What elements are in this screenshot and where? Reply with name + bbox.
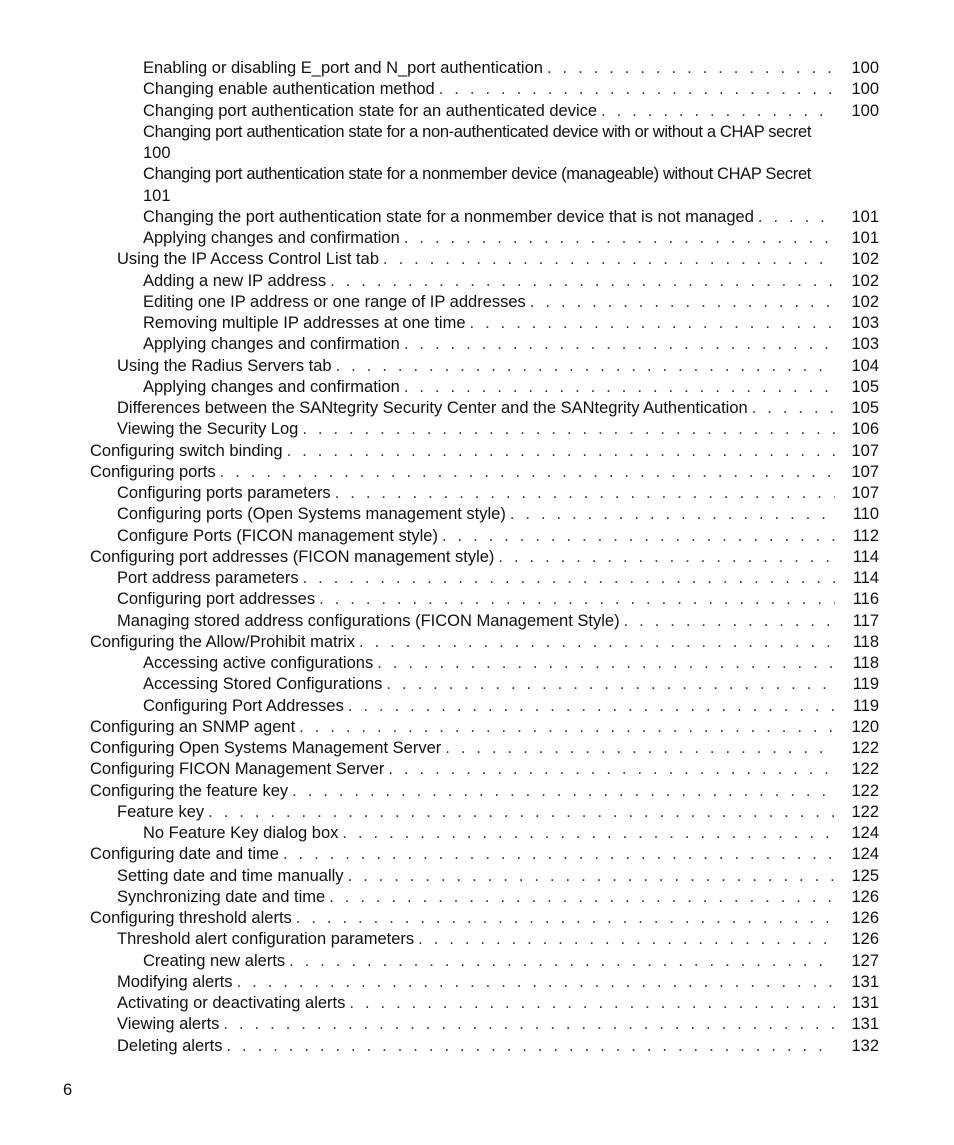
toc-entry-row	[117, 419, 879, 440]
dot-leader	[223, 1014, 835, 1035]
toc-entry-row	[117, 483, 879, 504]
toc-entry-page: 101	[851, 207, 879, 226]
dot-leader	[439, 79, 835, 100]
toc-entry-page: 105	[851, 399, 879, 417]
dot-leader	[335, 483, 835, 504]
toc-entry[interactable]	[0, 377, 954, 398]
toc-entry-title: Adding a new IP address	[143, 271, 330, 292]
toc-entry[interactable]	[0, 207, 954, 228]
toc-entry[interactable]	[0, 526, 954, 547]
toc-entry-title: Enabling or disabling E_port and N_port authentication	[143, 58, 547, 79]
toc-entry-page: 103	[851, 314, 879, 332]
toc-entry-page: 132	[851, 1036, 879, 1055]
toc-entry-page: 126	[851, 887, 879, 906]
toc-entry-title: Applying changes and confirmation	[143, 228, 404, 249]
toc-entry-title: Differences between the SANtegrity Security Center and the SANtegrity Authentication	[117, 398, 752, 419]
dot-leader	[547, 58, 835, 79]
page-number: 6	[63, 1081, 73, 1099]
dot-leader	[289, 951, 835, 972]
toc-entry[interactable]	[0, 993, 954, 1014]
toc-entry-page: 122	[851, 760, 879, 779]
dot-leader	[287, 441, 835, 462]
toc-entry-page: 124	[851, 845, 879, 864]
toc-entry-title: Editing one IP address or one range of IP addresses	[143, 292, 530, 313]
toc-entry[interactable]	[0, 334, 954, 355]
toc-entry-row	[90, 547, 879, 568]
toc-entry[interactable]	[0, 611, 954, 632]
toc-entry-page: 122	[851, 739, 879, 757]
toc-entry-row	[117, 504, 879, 525]
dot-leader	[237, 972, 835, 993]
toc-entry-row	[90, 462, 879, 483]
dot-leader	[404, 334, 835, 355]
toc-entry-row	[143, 58, 879, 79]
toc-entry[interactable]	[0, 887, 954, 908]
toc-entry-title: Configuring the Allow/Prohibit matrix	[90, 632, 359, 653]
toc-entry[interactable]	[0, 717, 954, 738]
toc-entry-row	[117, 398, 879, 419]
toc-entry-title: Viewing alerts	[117, 1014, 223, 1035]
dot-leader	[388, 759, 835, 780]
toc-entry-page: 101	[851, 229, 879, 247]
toc-entry[interactable]	[0, 419, 954, 440]
toc-entry-title: Accessing active configurations	[143, 653, 377, 674]
toc-entry-page: 131	[851, 972, 879, 991]
toc-entry[interactable]	[0, 122, 954, 165]
toc-entry-page: 118	[852, 632, 879, 651]
dot-leader	[383, 249, 835, 270]
dot-leader	[299, 717, 835, 738]
dot-leader	[226, 1036, 835, 1057]
toc-entry-page: 103	[851, 335, 879, 354]
toc-entry-row	[143, 313, 879, 334]
dot-leader	[445, 738, 835, 759]
dot-leader	[386, 674, 835, 695]
toc-entry-row	[117, 993, 879, 1014]
dot-leader	[359, 632, 835, 653]
toc-entry-row	[143, 696, 879, 717]
toc-entry[interactable]	[0, 674, 954, 695]
dot-leader	[302, 419, 835, 440]
toc-entry-row	[117, 356, 879, 377]
toc-entry[interactable]	[0, 866, 954, 887]
dot-leader	[336, 356, 835, 377]
toc-entry-page: 107	[851, 462, 879, 481]
toc-entry[interactable]	[0, 759, 954, 780]
toc-entry-row	[90, 717, 879, 738]
toc-entry-page: 112	[852, 526, 879, 545]
toc-entry[interactable]	[0, 844, 954, 865]
toc-entry[interactable]	[0, 228, 954, 249]
toc-entry-title: Modifying alerts	[117, 972, 237, 993]
toc-entry-page: 114	[852, 569, 879, 587]
toc-entry[interactable]	[0, 547, 954, 568]
toc-entry[interactable]	[0, 951, 954, 972]
toc-entry-title: Configuring FICON Management Server	[90, 759, 388, 780]
dot-leader	[348, 696, 835, 717]
toc-entry-row	[117, 802, 879, 823]
toc-entry-page: 131	[851, 1015, 879, 1034]
toc-entry[interactable]	[0, 398, 954, 419]
toc-entry-page: 117	[852, 611, 879, 630]
toc-entry[interactable]	[0, 972, 954, 993]
toc-entry-page: 102	[851, 250, 879, 269]
dot-leader	[292, 781, 835, 802]
toc-entry-title: Changing the port authentication state for a nonmember device that is not managed	[143, 207, 758, 228]
toc-entry-title: Configuring ports parameters	[117, 483, 335, 504]
toc-entry-row	[143, 101, 879, 122]
toc-entry-title: Setting date and time manually	[117, 866, 348, 887]
toc-entry-page: 119	[852, 675, 879, 694]
toc-entry-page: 126	[851, 909, 879, 927]
dot-leader	[470, 313, 835, 334]
toc-entry[interactable]	[0, 101, 954, 122]
toc-entry[interactable]	[0, 504, 954, 525]
dot-leader	[342, 823, 835, 844]
toc-entry[interactable]	[0, 441, 954, 462]
toc-entry-row	[90, 781, 879, 802]
toc-entry-page: 107	[851, 484, 879, 502]
toc-entry-row	[117, 249, 879, 270]
toc-entry-row	[117, 929, 879, 950]
toc-entry-row	[90, 738, 879, 759]
toc-entry-page: 105	[851, 377, 879, 396]
dot-leader	[442, 526, 835, 547]
dot-leader	[377, 653, 835, 674]
toc-entry-row	[90, 759, 879, 780]
dot-leader	[348, 866, 835, 887]
toc-entry-page: 104	[851, 356, 879, 375]
toc-entry-row	[143, 207, 879, 228]
toc-entry-title: Configuring port addresses (FICON management style)	[90, 547, 498, 568]
toc-entry-row	[117, 568, 879, 589]
toc-entry[interactable]	[0, 1036, 954, 1057]
toc-entry-title: Viewing the Security Log	[117, 419, 302, 440]
toc-entry-title: Configuring port addresses	[117, 589, 319, 610]
toc-entry-title: Synchronizing date and time	[117, 887, 329, 908]
toc-entry[interactable]	[0, 356, 954, 377]
toc-entry-page: 100	[851, 59, 879, 77]
toc-entry-row	[90, 632, 879, 653]
dot-leader	[329, 887, 835, 908]
toc-entry[interactable]	[0, 738, 954, 759]
dot-leader	[510, 504, 835, 525]
toc-entry-page: 114	[852, 547, 879, 566]
toc-entry[interactable]	[0, 908, 954, 929]
dot-leader	[530, 292, 835, 313]
toc-entry[interactable]	[0, 462, 954, 483]
toc-entry-row	[143, 164, 884, 207]
toc-entry-page: 127	[851, 951, 879, 970]
toc-entry-page: 101	[143, 186, 171, 205]
dot-leader	[319, 589, 835, 610]
toc-entry[interactable]	[0, 483, 954, 504]
toc-entry[interactable]	[0, 781, 954, 802]
dot-leader	[349, 993, 835, 1014]
toc-entry-page: 122	[851, 802, 879, 821]
toc-entry-title: Configuring Port Addresses	[143, 696, 348, 717]
toc-entry-row	[117, 1014, 879, 1035]
toc-entry[interactable]	[0, 653, 954, 674]
toc-entry[interactable]	[0, 929, 954, 950]
toc-entry-title: Feature key	[117, 802, 208, 823]
toc-entry[interactable]	[0, 589, 954, 610]
toc-entry-title: Configuring ports	[90, 462, 220, 483]
dot-leader	[624, 611, 835, 632]
toc-entry[interactable]	[0, 58, 954, 79]
dot-leader	[758, 207, 835, 228]
toc-entry-row	[117, 866, 879, 887]
toc-entry-page: 131	[851, 994, 879, 1012]
dot-leader	[283, 844, 835, 865]
toc-entry-title: Configuring switch binding	[90, 441, 287, 462]
toc-entry-row	[143, 271, 879, 292]
toc-entry[interactable]	[0, 1014, 954, 1035]
toc-entry-page: 100	[851, 101, 879, 120]
toc-entry-title: Port address parameters	[117, 568, 303, 589]
toc-entry-title: Configuring an SNMP agent	[90, 717, 299, 738]
toc-entry-title: Deleting alerts	[117, 1036, 226, 1057]
toc-entry-page: 110	[852, 505, 879, 524]
toc-entry-title: Configuring threshold alerts	[90, 908, 296, 929]
toc-entry-row	[143, 334, 879, 355]
toc-entry-title: Threshold alert configuration parameters	[117, 929, 418, 950]
toc-entry-page: 100	[143, 144, 171, 162]
toc-entry[interactable]	[0, 823, 954, 844]
toc-entry-page: 126	[851, 930, 879, 949]
table-of-contents	[0, 58, 954, 1057]
dot-leader	[296, 908, 835, 929]
toc-entry-page: 125	[851, 866, 879, 885]
dot-leader	[303, 568, 835, 589]
toc-entry-title: Using the IP Access Control List tab	[117, 249, 383, 270]
toc-entry-row	[90, 908, 879, 929]
toc-entry-row	[143, 951, 879, 972]
toc-entry[interactable]	[0, 249, 954, 270]
toc-entry-page: 118	[852, 654, 879, 672]
toc-entry[interactable]	[0, 292, 954, 313]
toc-entry[interactable]	[0, 79, 954, 100]
toc-entry-row	[117, 1036, 879, 1057]
toc-entry-title: Configuring date and time	[90, 844, 283, 865]
dot-leader	[404, 228, 835, 249]
toc-entry-title: Configuring ports (Open Systems management style)	[117, 504, 510, 525]
toc-entry-row	[117, 526, 879, 547]
toc-entry-row	[143, 377, 879, 398]
toc-entry-page: 102	[851, 292, 879, 311]
toc-entry-title: Applying changes and confirmation	[143, 377, 404, 398]
toc-entry-title: Accessing Stored Configurations	[143, 674, 386, 695]
dot-leader	[498, 547, 835, 568]
toc-entry[interactable]	[0, 164, 954, 207]
dot-leader	[752, 398, 835, 419]
toc-entry-page: 107	[851, 441, 879, 460]
toc-entry[interactable]	[0, 802, 954, 823]
toc-entry-title: No Feature Key dialog box	[143, 823, 342, 844]
dot-leader	[601, 101, 835, 122]
dot-leader	[330, 271, 835, 292]
toc-entry[interactable]	[0, 632, 954, 653]
toc-entry-title: Managing stored address configurations (FICON Management Style)	[117, 611, 624, 632]
toc-entry-title: Using the Radius Servers tab	[117, 356, 336, 377]
toc-entry-title: Changing port authentication state for an authenticated device	[143, 101, 601, 122]
toc-entry-row	[143, 292, 879, 313]
toc-entry[interactable]	[0, 696, 954, 717]
toc-entry-row	[117, 611, 879, 632]
toc-entry-row	[117, 887, 879, 908]
toc-entry-page: 116	[852, 590, 879, 609]
toc-entry-title: Changing port authentication state for a non-authenticated device with or without a CHAP secret	[143, 122, 884, 143]
toc-entry-title: Configure Ports (FICON management style)	[117, 526, 442, 547]
toc-entry-row	[90, 844, 879, 865]
toc-entry-title: Removing multiple IP addresses at one time	[143, 313, 470, 334]
dot-leader	[208, 802, 835, 823]
toc-entry-row	[143, 79, 879, 100]
toc-entry-page: 120	[851, 717, 879, 736]
toc-entry-page: 100	[851, 80, 879, 99]
toc-entry-row	[143, 122, 884, 165]
toc-entry-row	[117, 589, 879, 610]
toc-entry-title: Applying changes and confirmation	[143, 334, 404, 355]
toc-entry-page: 119	[852, 696, 879, 715]
toc-entry-title: Creating new alerts	[143, 951, 289, 972]
toc-entry-title: Configuring Open Systems Management Server	[90, 738, 445, 759]
toc-entry-page: 102	[851, 271, 879, 290]
toc-entry-title: Configuring the feature key	[90, 781, 292, 802]
toc-entry-page: 124	[851, 824, 879, 842]
dot-leader	[404, 377, 835, 398]
toc-entry-row	[143, 823, 879, 844]
toc-entry-page: 122	[851, 781, 879, 800]
toc-entry[interactable]	[0, 313, 954, 334]
toc-entry[interactable]	[0, 568, 954, 589]
dot-leader	[418, 929, 835, 950]
toc-entry-title: Changing port authentication state for a nonmember device (manageable) without CHAP Secret	[143, 164, 884, 185]
dot-leader	[220, 462, 835, 483]
toc-entry-row	[90, 441, 879, 462]
toc-entry-row	[143, 228, 879, 249]
toc-entry[interactable]	[0, 271, 954, 292]
toc-entry-title: Changing enable authentication method	[143, 79, 439, 100]
toc-entry-row	[143, 653, 879, 674]
toc-entry-title: Activating or deactivating alerts	[117, 993, 349, 1014]
toc-entry-row	[143, 674, 879, 695]
toc-entry-row	[117, 972, 879, 993]
toc-entry-page: 106	[851, 420, 879, 439]
